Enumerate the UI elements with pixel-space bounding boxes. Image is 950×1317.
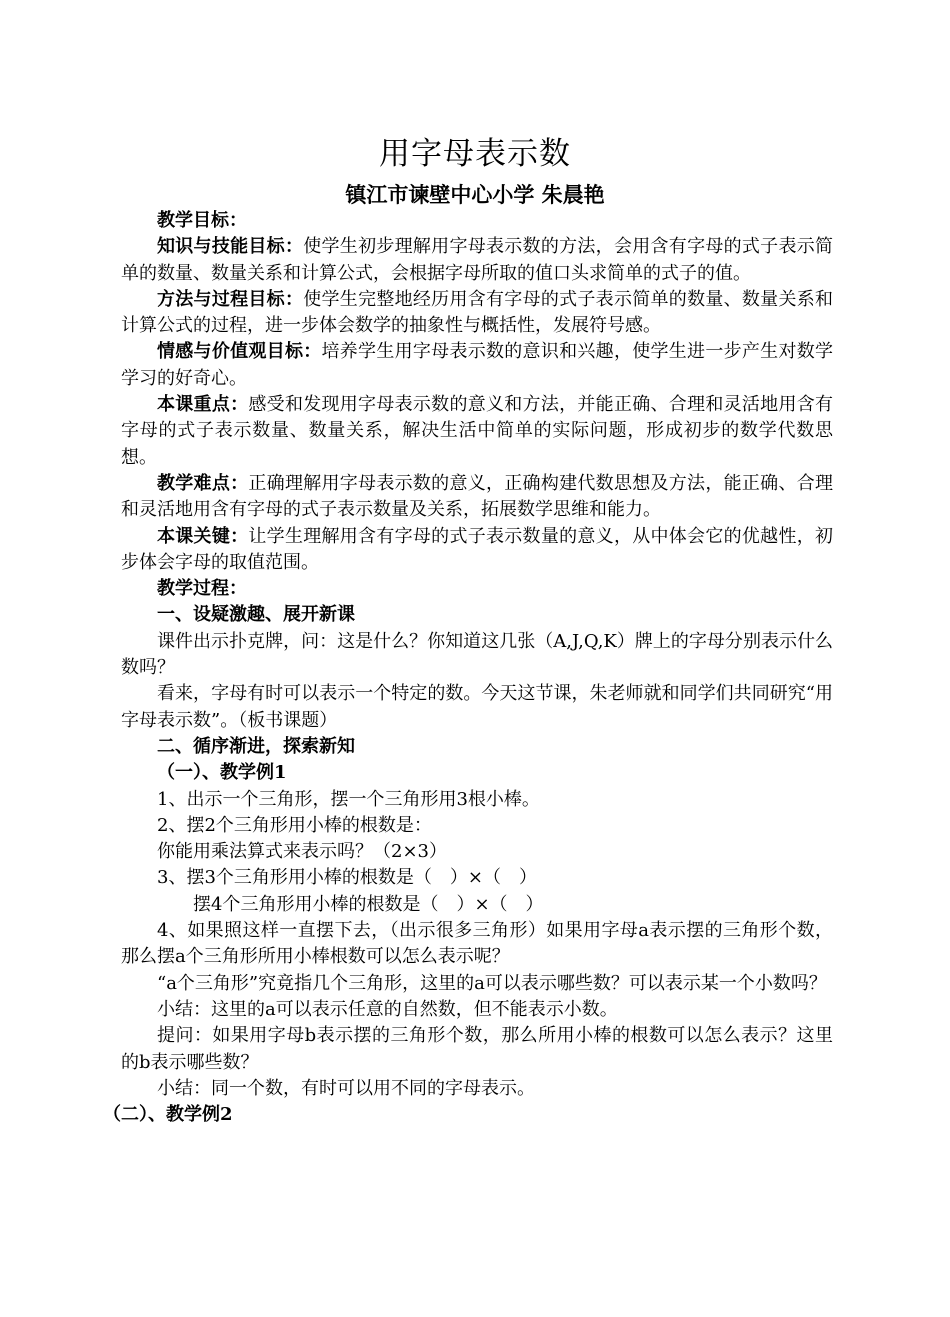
section1-paragraph-2: 看来，字母有时可以表示一个特定的数。今天这节课，朱老师就和同学们共同研究“用字母表示数”。（板书课题） bbox=[121, 683, 833, 731]
keypoint-paragraph bbox=[121, 392, 833, 471]
emotion-text: 培养学生用字母表示数的意识和兴趣，使学生进一步产生对数学学习的好奇心。 bbox=[121, 341, 833, 389]
section1-heading: 一、设疑激趣、展开新课 bbox=[157, 604, 355, 626]
example1-line-7: “a个三角形”究竟指几个三角形，这里的a可以表示哪些数？可以表示某一个小数吗？ bbox=[157, 972, 827, 994]
objectives-heading: 教学目标： bbox=[157, 210, 247, 231]
example1-line-2: 2、摆2个三角形用小棒的根数是： bbox=[157, 814, 432, 836]
knowledge-text: 使学生初步理解用字母表示数的方法，会用含有字母的式子表示简单的数量、数量关系和计算公式，会根据字母所取的值口头求简单的式子的值。 bbox=[121, 236, 834, 284]
example1-summary-1: 小结：这里的a可以表示任意的自然数，但不能表示小数。 bbox=[157, 998, 618, 1020]
key-label: 本课关键： bbox=[157, 525, 249, 547]
knowledge-objective bbox=[121, 234, 833, 287]
example2-heading: （二）、教学例2 bbox=[103, 1104, 233, 1126]
document-body bbox=[103, 208, 834, 1128]
example1-line-4: 3、摆3个三角形用小棒的根数是（ ）×（ ） bbox=[157, 867, 537, 889]
section1-paragraph-1: 课件出示扑克牌，问：这是什么？你知道这几张（A,J,Q,K）牌上的字母分别表示什么数吗？ bbox=[121, 630, 833, 679]
example1-heading: （一）、教学例1 bbox=[157, 762, 287, 784]
author-line: 镇江市谏壁中心小学 朱晨艳 bbox=[345, 182, 605, 207]
example1-question: 提问：如果用字母b表示摆的三角形个数，那么所用小棒的根数可以怎么表示？这里的b表示哪些数？ bbox=[121, 1025, 833, 1073]
emotion-objective bbox=[121, 339, 833, 392]
emotion-label: 情感与价值观目标： bbox=[157, 341, 322, 363]
difficulty-paragraph bbox=[121, 471, 833, 524]
example1-line-6: 4、如果照这样一直摆下去，（出示很多三角形）如果用字母a表示摆的三角形个数，那么摆a个三角形所用小棒根数可以怎么表示呢？ bbox=[121, 920, 833, 968]
keypoint-text: 感受和发现用字母表示数的意义和方法，并能正确、合理和灵活地用含有字母的式子表示数量、数量关系，解决生活中简单的实际问题，形成初步的数学代数思想。 bbox=[121, 394, 833, 468]
difficulty-label: 教学难点： bbox=[157, 472, 249, 494]
key-paragraph bbox=[121, 524, 833, 577]
method-label: 方法与过程目标： bbox=[157, 288, 304, 310]
document-title: 用字母表示数 bbox=[379, 136, 571, 172]
process-heading: 教学过程： bbox=[157, 578, 247, 600]
example1-line-5: 摆4个三角形用小棒的根数是（ ）×（ ） bbox=[193, 893, 544, 915]
knowledge-label: 知识与技能目标： bbox=[157, 236, 304, 258]
key-text: 让学生理解用含有字母的式子表示数量的意义，从中体会它的优越性，初步体会字母的取值范围。 bbox=[121, 525, 833, 573]
keypoint-label: 本课重点： bbox=[157, 394, 249, 416]
example1-summary-2: 小结：同一个数，有时可以用不同的字母表示。 bbox=[157, 1077, 535, 1099]
section2-heading: 二、循序渐进，探索新知 bbox=[157, 735, 355, 757]
example1-line-3: 你能用乘法算式来表示吗？（2×3） bbox=[157, 841, 447, 863]
method-text: 使学生完整地经历用含有字母的式子表示简单的数量、数量关系和计算公式的过程，进一步体会数学的抽象性与概括性，发展符号感。 bbox=[121, 288, 834, 337]
example1-line-1: 1、出示一个三角形，摆一个三角形用3根小棒。 bbox=[157, 788, 540, 810]
difficulty-text: 正确理解用字母表示数的意义，正确构建代数思想及方法，能正确、合理和灵活地用含有字母的式子表示数量及关系，拓展数学思维和能力。 bbox=[121, 472, 833, 521]
method-objective bbox=[121, 287, 833, 340]
